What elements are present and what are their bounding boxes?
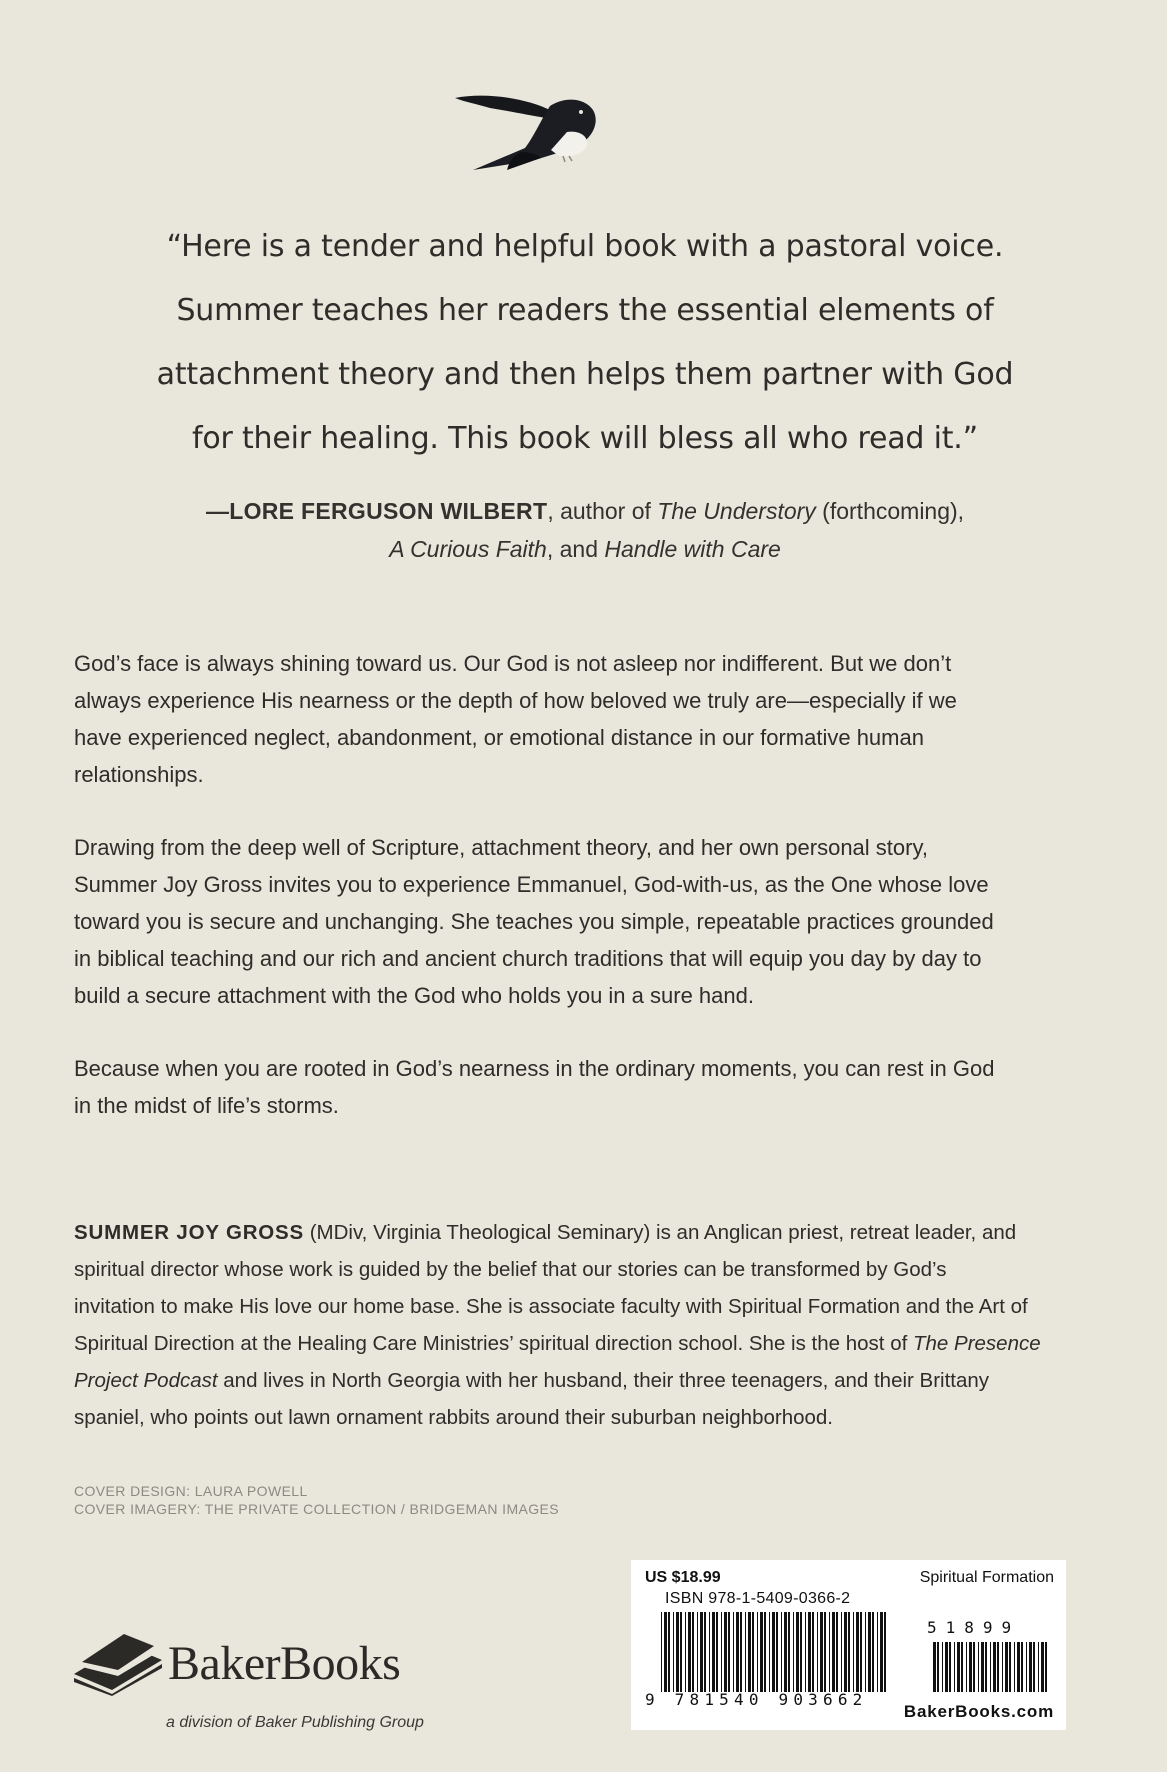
barcode-bar <box>937 1642 939 1692</box>
barcode-digits: 9 781540 903662 <box>645 1690 868 1709</box>
barcode-bar <box>781 1612 782 1692</box>
bio-line: spiritual director whose work is guided by the belief that our stories can be transformed by God’s <box>74 1258 947 1281</box>
barcode-bar <box>853 1612 854 1692</box>
barcode-bar <box>1041 1642 1044 1692</box>
book-title: The Understory <box>657 498 816 524</box>
barcode-bar <box>752 1612 754 1692</box>
barcode-bar <box>841 1612 842 1692</box>
barcode-bar <box>745 1612 746 1692</box>
price-addon-digits: 51899 <box>927 1618 1021 1637</box>
barcode-bar <box>776 1612 778 1692</box>
bio-line <box>74 1325 1104 1362</box>
endorsement-attribution <box>110 492 1060 568</box>
barcode-bar <box>808 1612 811 1692</box>
barcode-bar <box>805 1612 806 1692</box>
barcode-bar <box>880 1612 883 1692</box>
barcode-bar <box>709 1612 710 1692</box>
description-line: relationships. <box>74 762 204 787</box>
description-paragraph-2 <box>74 829 1084 1014</box>
barcode-bar <box>817 1612 818 1692</box>
barcode-bar <box>832 1612 835 1692</box>
cover-credits <box>74 1482 774 1518</box>
barcode-bar <box>700 1612 703 1692</box>
barcode-bar <box>985 1642 987 1692</box>
barcode-bar <box>704 1612 706 1692</box>
description-paragraph-3 <box>74 1050 1084 1124</box>
bio-line: invitation to make His love our home base. She is associate faculty with Spiritual Formation and the Art of <box>74 1295 1028 1318</box>
barcode-bar <box>1038 1642 1039 1692</box>
book-description <box>74 645 1084 1160</box>
description-line: have experienced neglect, abandonment, or emotional distance in our formative human <box>74 725 924 750</box>
bio-text: and lives in North Georgia with her husband, their three teenagers, and their Brittany <box>217 1369 990 1392</box>
barcode-bar <box>757 1612 758 1692</box>
barcode-bar <box>688 1612 691 1692</box>
barcode-bar <box>664 1612 667 1692</box>
barcode-bar <box>836 1612 838 1692</box>
barcode-bar <box>800 1612 802 1692</box>
book-title: A Curious Faith <box>389 536 547 562</box>
endorsement-quote <box>110 215 1060 471</box>
bio-line: spaniel, who points out lawn ornament rabbits around their suburban neighborhood. <box>74 1406 834 1429</box>
barcode-bar <box>733 1612 734 1692</box>
barcode-bar <box>820 1612 823 1692</box>
barcode-bar <box>884 1612 886 1692</box>
barcode-bar <box>969 1642 972 1692</box>
barcode-bar <box>721 1612 722 1692</box>
isbn-label: ISBN 978-1-5409-0366-2 <box>665 1590 851 1607</box>
description-line: toward you is secure and unchanging. She teaches you simple, repeatable practices grounded <box>74 909 994 934</box>
bio-line <box>74 1362 1104 1399</box>
description-line: Because when you are rooted in God’s nearness in the ordinary moments, you can rest in God <box>74 1056 995 1081</box>
barcode-bar <box>848 1612 850 1692</box>
barcode-bar <box>865 1612 866 1692</box>
swallow-bird-illustration <box>455 90 615 190</box>
description-line: God’s face is always shining toward us. Our God is not asleep nor indifferent. But we don’t <box>74 651 952 676</box>
description-paragraph-1 <box>74 645 1084 793</box>
description-line: Drawing from the deep well of Scripture, attachment theory, and her own personal story, <box>74 835 928 860</box>
quote-line: “Here is a tender and helpful book with a pastoral voice. <box>166 229 1004 264</box>
barcode-bar <box>872 1612 874 1692</box>
barcode-bar <box>716 1612 718 1692</box>
barcode-bar <box>860 1612 862 1692</box>
barcode-bar <box>764 1612 766 1692</box>
description-line: in biblical teaching and our rich and ancient church traditions that will equip you day by day to <box>74 946 982 971</box>
barcode-bar <box>788 1612 790 1692</box>
barcode-bar <box>724 1612 727 1692</box>
quote-line: attachment theory and then helps them partner with God <box>156 357 1014 392</box>
quote-line: Summer teaches her readers the essential elements of <box>176 293 994 328</box>
barcode-bar <box>661 1612 662 1692</box>
barcode-bar <box>676 1612 679 1692</box>
barcode-bar <box>856 1612 859 1692</box>
barcode-bar <box>728 1612 730 1692</box>
cover-imagery-credit: COVER IMAGERY: THE PRIVATE COLLECTION / BRIDGEMAN IMAGES <box>74 1501 560 1517</box>
cover-design-credit: COVER DESIGN: LAURA POWELL <box>74 1483 308 1499</box>
barcode-bar <box>1014 1642 1015 1692</box>
barcode-bar <box>772 1612 775 1692</box>
barcode-bar <box>1021 1642 1023 1692</box>
attribution-text: (forthcoming), <box>815 498 965 524</box>
barcode-bar <box>1029 1642 1032 1692</box>
description-line: in the midst of life’s storms. <box>74 1093 339 1118</box>
barcode-bar <box>1005 1642 1008 1692</box>
barcode-bar <box>966 1642 967 1692</box>
category-label: Spiritual Formation <box>919 1569 1054 1586</box>
barcode-bar <box>868 1612 871 1692</box>
publisher-wordmark: BakerBooks <box>168 1637 401 1690</box>
barcode-bar <box>1009 1642 1011 1692</box>
barcode-bar <box>981 1642 984 1692</box>
barcode-bar <box>844 1612 847 1692</box>
barcode-bar <box>769 1612 770 1692</box>
barcode-bar <box>993 1642 996 1692</box>
podcast-title: The Presence <box>913 1332 1041 1355</box>
bio-text: (MDiv, Virginia Theological Seminary) is an Anglican priest, retreat leader, and <box>304 1221 1017 1244</box>
barcode-bar <box>748 1612 751 1692</box>
publisher-logo <box>74 1632 474 1742</box>
isbn-barcode <box>661 1612 891 1692</box>
attribution-text: , and <box>546 536 605 562</box>
barcode-bar <box>829 1612 830 1692</box>
book-title: Handle with Care <box>604 536 781 562</box>
endorser-name: —LORE FERGUSON WILBERT <box>205 498 548 524</box>
barcode-bar <box>760 1612 763 1692</box>
barcode-bar <box>961 1642 963 1692</box>
barcode-bar <box>736 1612 739 1692</box>
barcode-panel <box>631 1560 1066 1730</box>
publisher-url: BakerBooks.com <box>903 1702 1054 1721</box>
publisher-tagline: a division of Baker Publishing Group <box>166 1714 424 1731</box>
attribution-line-1 <box>110 492 1060 530</box>
barcode-bar <box>812 1612 814 1692</box>
barcode-bar <box>796 1612 799 1692</box>
barcode-bar <box>990 1642 991 1692</box>
author-bio <box>74 1214 1104 1436</box>
bio-line <box>74 1214 1104 1251</box>
barcode-bar <box>793 1612 794 1692</box>
price-addon-barcode <box>933 1642 1051 1692</box>
barcode-bar <box>740 1612 742 1692</box>
barcode-bar <box>1026 1642 1027 1692</box>
description-line: Summer Joy Gross invites you to experience Emmanuel, God-with-us, as the One whose love <box>74 872 989 897</box>
baker-books-logo-icon <box>74 1632 162 1696</box>
bio-text: Spiritual Direction at the Healing Care Ministries’ spiritual direction school. She is the host of <box>74 1332 913 1355</box>
barcode-bar <box>712 1612 715 1692</box>
description-line: always experience His nearness or the depth of how beloved we truly are—especially if we <box>74 688 957 713</box>
barcode-bar <box>877 1612 878 1692</box>
barcode-bar <box>942 1642 943 1692</box>
attribution-text: , author of <box>547 498 658 524</box>
barcode-bar <box>680 1612 682 1692</box>
barcode-bar <box>692 1612 694 1692</box>
description-line: build a secure attachment with the God who holds you in a sure hand. <box>74 983 754 1008</box>
podcast-title: Project Podcast <box>74 1369 218 1392</box>
barcode-bar <box>1002 1642 1003 1692</box>
barcode-bar <box>1033 1642 1035 1692</box>
author-name: SUMMER JOY GROSS <box>74 1221 304 1244</box>
barcode-bar <box>697 1612 698 1692</box>
price-label: US $18.99 <box>645 1569 721 1586</box>
quote-line: for their healing. This book will bless all who read it.” <box>192 421 978 456</box>
barcode-bar <box>668 1612 670 1692</box>
barcode-bar <box>1017 1642 1020 1692</box>
barcode-bar <box>978 1642 979 1692</box>
barcode-bar <box>685 1612 686 1692</box>
barcode-bar <box>784 1612 787 1692</box>
barcode-bar <box>954 1642 955 1692</box>
barcode-bar <box>957 1642 960 1692</box>
barcode-bar <box>933 1642 936 1692</box>
barcode-bar <box>824 1612 826 1692</box>
barcode-bar <box>1045 1642 1047 1692</box>
barcode-bar <box>949 1642 951 1692</box>
barcode-bar <box>997 1642 999 1692</box>
barcode-bar <box>945 1642 948 1692</box>
barcode-bar <box>673 1612 674 1692</box>
barcode-bar <box>973 1642 975 1692</box>
attribution-line-2 <box>110 530 1060 568</box>
